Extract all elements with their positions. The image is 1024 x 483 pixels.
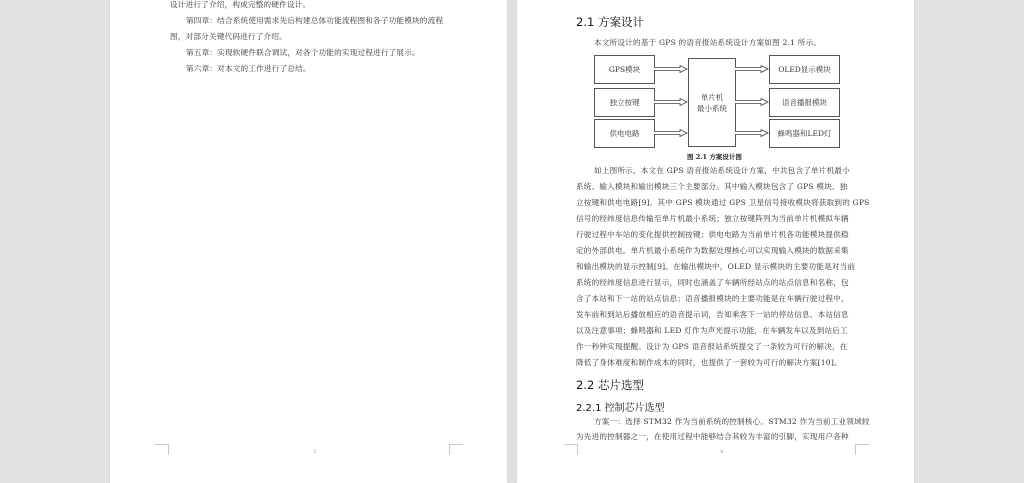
diagram-box-gps-module: GPS模块 — [594, 55, 655, 84]
arrow-right-icon — [654, 129, 688, 137]
paragraph-line: 方案一：选择 STM32 作为当前系统的控制核心。STM32 作为当前工业领域较 — [594, 417, 870, 426]
diagram-box-power-circuit: 供电电路 — [594, 119, 655, 148]
arrow-right-icon — [654, 65, 688, 73]
section-heading-2-1: 2.1 方案设计 — [576, 15, 644, 29]
diagram-box-buzzer-led: 蜂鸣器和LED灯 — [769, 119, 840, 148]
diagram-box-mcu-system — [688, 58, 736, 147]
document-page-3 — [110, 0, 507, 483]
paragraph-line: 降低了身体难度和制作成本的同时，也提供了一套较为可行的解决方案[10]。 — [576, 358, 842, 367]
document-page-4 — [517, 0, 914, 483]
paragraph-line: 第四章：结合系统使用需求先后构建总体功能流程图和各子功能模块的流程 — [186, 16, 444, 25]
paragraph-line: 为先进的控制器之一，在使用过程中能够结合其较为丰富的引脚，实现用户各种 — [576, 432, 849, 441]
diagram-box-voice-broadcast: 语音播报模块 — [769, 88, 840, 117]
paragraph-line: 定的外部供电。单片机最小系统作为数据处理核心可以实现输入模块的数据采集 — [576, 246, 849, 255]
paragraph-line: 和输出模块的显示控制[9]。在输出模块中，OLED 显示模块的主要功能是对当前 — [576, 262, 856, 271]
margin-corner-mark — [855, 444, 869, 455]
diagram-center-line2: 最小系统 — [697, 103, 727, 113]
paragraph-line: 立按键和供电电路[9]。其中 GPS 模块通过 GPS 卫星信号接收模块将获取到的 GPS — [576, 198, 870, 207]
paragraph-line: 系统的经纬度信息进行显示，同时也涵盖了车辆所经站点的站点信息和名称，包 — [576, 278, 849, 287]
paragraph-line: 信号的经纬度信息传输至单片机最小系统；独立按键阵列为当前单片机模拟车辆 — [576, 214, 849, 223]
page-number: 3 — [313, 449, 317, 455]
page-number: 4 — [720, 449, 724, 455]
paragraph-line: 作一秒钟实现提醒。设计为 GPS 语音报站系统提交了一条较为可行的解决，在 — [576, 342, 848, 351]
margin-corner-mark — [564, 444, 578, 455]
diagram-box-oled-display: OLED显示模块 — [769, 55, 840, 84]
paragraph-line: 如上图所示，本文在 GPS 语音报站系统设计方案，中共包含了单片机最小 — [594, 166, 851, 175]
margin-corner-mark — [155, 444, 169, 455]
paragraph-line: 设计进行了介绍，构成完整的硬件设计。 — [170, 0, 311, 9]
paragraph-line: 以及注意事项；蜂鸣器和 LED 灯作为声光提示功能，在车辆发车以及到站后工 — [576, 326, 848, 335]
arrow-right-icon — [735, 129, 769, 137]
arrow-right-icon — [735, 98, 769, 106]
paragraph-line: 行驶过程中车站的变化提供控制按键；供电电路为当前单片机各功能模块提供稳 — [576, 230, 849, 239]
paragraph-line: 第六章：对本文的工作进行了总结。 — [186, 64, 311, 73]
diagram-center-line1: 单片机 — [700, 92, 724, 102]
section-heading-2-2-1: 2.2.1 控制芯片选型 — [576, 403, 665, 414]
margin-corner-mark — [449, 444, 463, 455]
intro-line: 本文所设计的基于 GPS 的语音报站系统设计方案如图 2.1 所示。 — [594, 38, 822, 47]
arrow-right-icon — [735, 65, 769, 73]
arrow-right-icon — [654, 98, 688, 106]
figure-caption: 图 2.1 方案设计图 — [687, 153, 742, 161]
paragraph-line: 含了本站和下一站的站点信息；语音播报模块的主要功能是在车辆行驶过程中， — [576, 294, 849, 303]
paragraph-line: 第五章：实现软硬件联合调试，对各个功能的实现过程进行了展示。 — [186, 48, 420, 57]
paragraph-line: 图，对部分关键代码进行了介绍。 — [170, 32, 287, 41]
paragraph-line: 发车前和到站后播放相应的语音提示词，告知乘客下一站的停站信息、本站信息 — [576, 310, 849, 319]
paragraph-line: 系统、输入模块和输出模块三个主要部分。其中输入模块包含了 GPS 模块、独 — [576, 182, 848, 191]
section-heading-2-2: 2.2 芯片选型 — [576, 378, 644, 392]
diagram-box-independent-keys: 独立按键 — [594, 88, 655, 117]
